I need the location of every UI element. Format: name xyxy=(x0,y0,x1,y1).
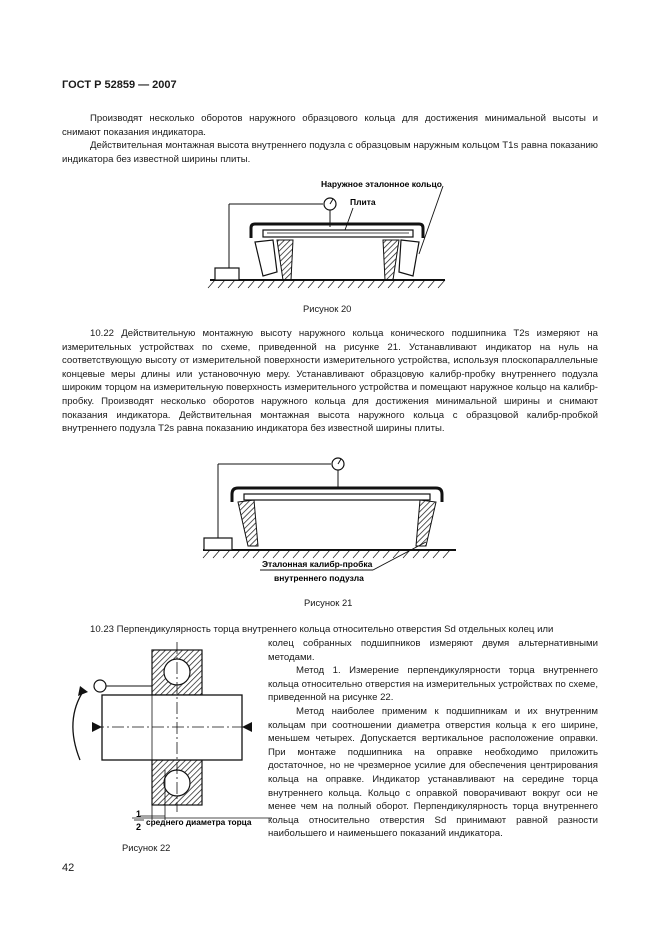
page-number: 42 xyxy=(62,862,75,874)
figure-20-caption: Рисунок 20 xyxy=(303,303,352,314)
fraction-denominator: 2 xyxy=(136,822,142,832)
label-plate: Плита xyxy=(350,197,376,207)
paragraph-10-23-cont: колец собранных подшипников измеряют двумя альтернативными методами. xyxy=(268,638,598,663)
label-gauge-plug-line2: внутреннего подузла xyxy=(274,573,364,583)
label-mean-face-diameter: среднего диаметра торца xyxy=(146,817,252,827)
intro-text xyxy=(62,112,598,166)
label-gauge-plug-line1: Эталонная калибр-пробка xyxy=(262,559,373,569)
right-column-text xyxy=(268,637,598,841)
paragraph-method-desc: Метод наиболее применим к подшипникам и их внутренним кольцам при соотношении диаметра отверстия кольца к его ширине, меньшем четырех. Допускается вертикальное расположение оправки. При монтаже подшипника на оправке необходимо приложить достаточное, но не чрезмерное усилие для обеспечения центрирования кольца на оправке. Индикатор устанавливают на середине торца внутреннего кольца. Кольцо с оправкой поворачивают вокруг оси не менее чем на полный оборот. Перпендикулярность торца внутреннего кольца относительно отверстия Sd принимают равной разности наибольшего и наименьшего показаний индикатора. xyxy=(268,705,598,840)
figure-22-caption: Рисунок 22 xyxy=(122,842,171,853)
paragraph-method-1: Метод 1. Измерение перпендикулярности торца внутреннего кольца относительно отверстия на измерительных устройствах по схеме, приведенной на рисунке 22. xyxy=(268,665,598,704)
figure-22-diagram xyxy=(62,640,272,840)
figure-21-caption: Рисунок 21 xyxy=(304,597,353,608)
figure-21-diagram xyxy=(198,450,460,590)
paragraph-1: Производят несколько оборотов наружного образцового кольца для достижения минимальной высоты и снимают показания индикатора. xyxy=(62,113,598,138)
document-header: ГОСТ Р 52859 — 2007 xyxy=(62,79,177,91)
paragraph-10-22: 10.22 Действительную монтажную высоту наружного кольца конического подшипника T2s измеряют на измерительных устройствах по схеме, приведенной на рисунке 21. Устанавливают индикатор на нуль на соответствующую высоту от измерительной поверхности измерительного устройства, используя плоскопараллельные концевые меры длины или установочную меру. Устанавливают образцовую калибр-пробку внутреннего подузла широким торцом на измерительную поверхность измерительного устройства и помещают наружное кольцо на калибр-пробку. Производят несколько оборотов наружного кольца для достижения минимальной ширины и снимают показания индикатора. Действительная монтажная высота наружного кольца с образцовой калибр-пробкой внутреннего подузла T2s равна показанию индикатора без известной ширины плиты. xyxy=(62,328,598,435)
paragraph-2: Действительная монтажная высота внутреннего подузла с образцовым наружным кольцом T1s равна показанию индикатора без известной ширины плиты. xyxy=(62,140,598,165)
label-outer-ring: Наружное эталонное кольцо xyxy=(321,179,442,189)
paragraph-10-23-first-line: 10.23 Перпендикулярность торца внутреннего кольца относительно отверстия Sd отдельных колец или xyxy=(90,624,554,635)
figure-20-diagram xyxy=(205,172,455,297)
fraction-numerator: 1 xyxy=(136,809,142,819)
